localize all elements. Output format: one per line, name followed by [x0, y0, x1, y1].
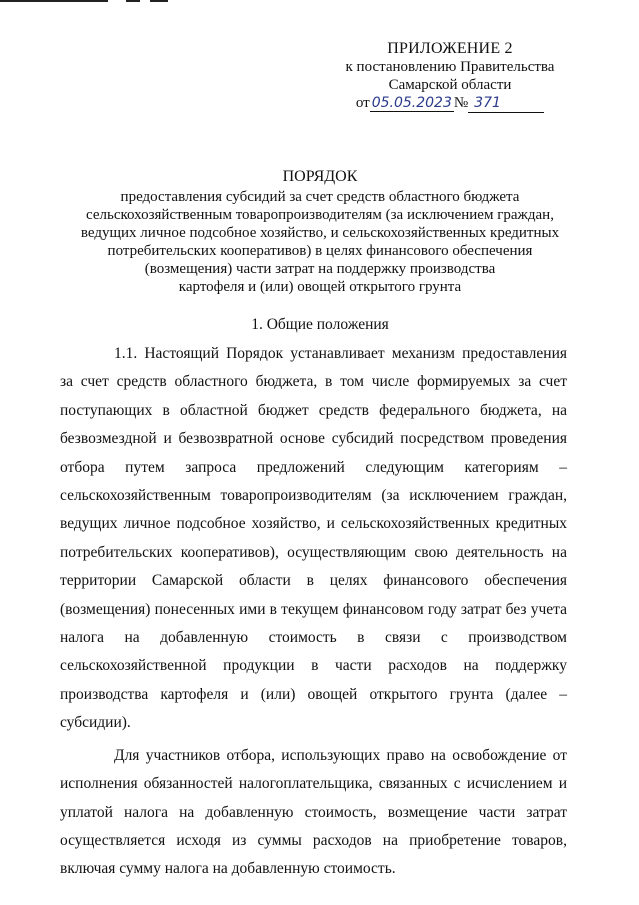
paragraph: Для участников отбора, использующих право на освобождение от исполнения обязанностей налогоплательщика, связанных с исчислением и уплатой налога на добавленную стоимость, возмещение части затрат осуществляется исходя из суммы расходов на приобретение товаров, включая сумму налога на добавленную стоимость. — [60, 746, 567, 878]
document-title: ПОРЯДОК — [282, 168, 358, 185]
document-heading — [60, 168, 580, 296]
appendix-date-line — [330, 94, 570, 113]
heading-line: (возмещения) части затрат на поддержку производства — [144, 261, 496, 277]
heading-line: картофеля и (или) овощей открытого грунта — [178, 279, 462, 295]
scan-edge-mark — [126, 0, 140, 2]
heading-line: потребительских кооперативов) в целях финансового обеспечения — [107, 243, 533, 259]
paragraph: 1.1. Настоящий Порядок устанавливает механизм предоставления за счет средств областного бюджета, в том числе формируемых за счет поступающих в областной бюджет средств федерального бюджета, на безвозмездной и безвозвратной основе субсидий посредством проведения отбора путем запроса предложений следующим категориям – сельскохозяйственным товаропроизводителям (за исключением граждан, ведущих личное подсобное хозяйство, и сельскохозяйственных кредитных потребительских кооперативов), осуществляющим свою деятельность на территории Самарской области в целях финансового обеспечения (возмещения) понесенных ими в текущем финансовом году затрат без учета налога на добавленную стоимость в связи с производством сельскохозяйственной продукции в части расходов на поддержку производства картофеля и (или) овощей открытого грунта (далее – субсидии). — [60, 345, 567, 732]
section-title: 1. Общие положения — [251, 316, 389, 333]
appendix-title: ПРИЛОЖЕНИЕ 2 — [387, 40, 513, 57]
appendix-line: Самарской области — [388, 77, 512, 93]
heading-line: сельскохозяйственным товаропроизводителям (за исключением граждан, — [86, 207, 554, 223]
appendix-line: к постановлению Правительства — [345, 59, 555, 75]
scan-edge-mark — [150, 0, 168, 2]
handwritten-date: 05.05.2023 — [371, 95, 452, 111]
appendix-block — [330, 40, 570, 113]
heading-line: ведущих личное подсобное хозяйство, и сельскохозяйственных кредитных — [80, 225, 560, 241]
date-prefix: от — [355, 95, 370, 111]
number-sign: № — [453, 95, 469, 111]
heading-line: предоставления субсидий за счет средств областного бюджета — [120, 189, 520, 205]
scan-edge-mark — [0, 0, 108, 2]
handwritten-number: 371 — [468, 94, 544, 113]
document-body — [60, 340, 567, 884]
